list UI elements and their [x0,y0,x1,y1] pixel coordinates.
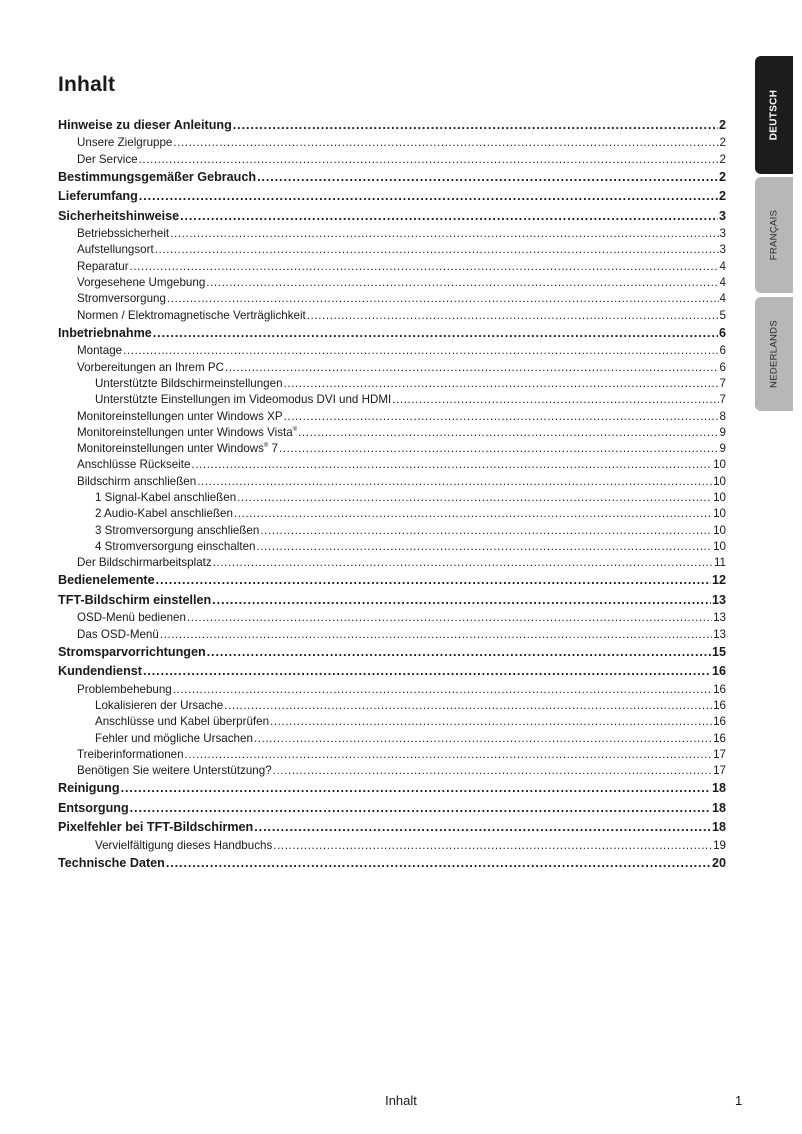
toc-entry[interactable] [58,627,726,643]
toc-leader-dots [160,627,712,643]
language-tab-label: DEUTSCH [768,89,780,141]
toc-page-number: 5 [719,308,726,322]
toc-entry-title: Problembehebung [77,682,172,696]
toc-chapter[interactable] [58,854,726,873]
toc-page-number: 17 [713,747,726,761]
toc-entry[interactable] [58,308,726,324]
language-tab-francais[interactable] [755,177,793,293]
toc-page-number: 10 [713,491,726,504]
toc-entry-title: Normen / Elektromagnetische Verträglichkeit [77,308,306,322]
toc-page-number: 13 [711,592,726,607]
toc-leader-dots [213,555,713,571]
toc-entry[interactable] [58,259,726,275]
toc-entry-title: Vervielfältigung dieses Handbuchs [95,838,273,852]
toc-leader-dots [167,291,719,307]
toc-page-number: 20 [711,855,726,870]
toc-page-number: 16 [713,682,726,696]
toc-chapter[interactable] [58,187,726,206]
toc-leader-dots [257,168,718,187]
toc-entry-title: Monitoreinstellungen unter Windows® 7 [77,442,278,456]
toc-page-number: 3 [718,208,726,223]
toc-leader-dots [273,838,712,854]
toc-entry[interactable] [58,376,726,392]
toc-leader-dots [197,474,712,490]
toc-leader-dots [273,763,712,779]
toc-entry-title: Reparatur [77,259,129,273]
toc-entry-title: Anschlüsse Rückseite [77,458,191,472]
toc-entry[interactable] [58,226,726,242]
toc-entry[interactable] [58,714,726,730]
toc-entry[interactable] [58,610,726,626]
table-of-contents [58,116,726,873]
toc-leader-dots [166,854,711,873]
toc-entry-title: Lokalisieren der Ursache [95,698,224,712]
toc-leader-dots [233,116,718,135]
toc-chapter[interactable] [58,591,726,610]
toc-leader-dots [254,731,712,747]
toc-leader-dots [185,747,713,763]
language-tab-label: FRANÇAIS [768,209,780,261]
toc-entry-title: Vorbereitungen an Ihrem PC [77,360,224,374]
toc-page-number: 10 [713,474,726,488]
toc-entry[interactable] [58,763,726,779]
toc-page-number: 7 [719,376,726,390]
toc-leader-dots [225,360,719,376]
toc-entry-title: Unterstützte Bildschirmeinstellungen [95,376,283,390]
toc-entry[interactable] [58,392,726,408]
toc-page-number: 2 [719,152,726,166]
toc-leader-dots [256,539,712,555]
toc-page-number: 4 [719,292,726,306]
toc-page-number: 6 [719,360,726,374]
toc-chapter[interactable] [58,779,726,798]
toc-leader-dots [187,610,712,626]
toc-leader-dots [123,343,718,359]
footer-title: Inhalt [385,1093,417,1108]
toc-entry-title: Stromsparvorrichtungen [58,644,206,659]
toc-page-number: 4 [719,259,726,273]
toc-leader-dots [392,392,718,408]
toc-entry-title: 2 Audio-Kabel anschließen [95,507,233,521]
toc-leader-dots [173,135,718,151]
page-title: Inhalt [58,73,116,96]
toc-entry-title: Bedienelemente [58,573,155,588]
toc-entry[interactable] [58,682,726,698]
toc-page-number: 9 [719,425,726,439]
toc-entry-title: Kundendienst [58,664,142,679]
toc-leader-dots [206,275,718,291]
page-number: 1 [735,1093,743,1108]
toc-entry-title: 3 Stromversorgung anschließen [95,523,260,537]
toc-leader-dots [307,308,719,324]
toc-entry[interactable] [58,539,726,555]
toc-page-number: 10 [713,539,726,553]
toc-page-number: 16 [713,698,726,712]
toc-leader-dots [139,152,719,168]
toc-leader-dots [224,698,712,714]
toc-page-number: 11 [713,556,726,570]
toc-entry-title: OSD-Menü bedienen [77,611,186,625]
toc-entry-title: Sicherheitshinweise [58,208,180,223]
language-tab-label: NEDERLANDS [768,320,780,388]
toc-leader-dots [191,457,712,473]
toc-entry[interactable] [58,457,726,473]
toc-leader-dots [237,490,712,506]
toc-page-number: 6 [718,325,726,340]
toc-chapter[interactable] [58,207,726,226]
registered-mark: ® [292,426,298,433]
toc-page-number: 2 [718,118,726,132]
toc-entry-title: Technische Daten [58,855,165,870]
toc-page-number: 3 [719,227,726,241]
toc-page-number: 19 [713,838,726,852]
language-tab-deutsch[interactable] [755,56,793,174]
toc-chapter[interactable] [58,571,726,590]
toc-entry-title: Montage [77,344,123,358]
toc-page-number: 18 [711,800,726,815]
toc-chapter[interactable] [58,662,726,681]
toc-entry-title: Treiberinformationen [77,747,184,761]
toc-entry-title: Der Bildschirmarbeitsplatz [77,556,212,570]
toc-page-number: 9 [719,442,726,456]
toc-chapter[interactable] [58,116,726,135]
toc-entry-title: Reinigung [58,781,120,796]
toc-page-number: 18 [711,820,726,835]
toc-entry[interactable] [58,409,726,425]
toc-entry-title: Unsere Zielgruppe [77,136,173,150]
toc-chapter[interactable] [58,799,726,818]
toc-chapter[interactable] [58,818,726,837]
toc-leader-dots [270,714,712,730]
toc-entry[interactable] [58,523,726,539]
toc-leader-dots [139,187,718,206]
toc-leader-dots [207,643,711,662]
toc-page-number: 17 [713,764,726,778]
toc-entry-title: Vorgesehene Umgebung [77,276,206,290]
toc-chapter[interactable] [58,643,726,662]
toc-entry-title: 1 Signal-Kabel anschließen [95,491,237,504]
toc-page-number: 2 [719,136,726,150]
toc-entry-title: Betriebssicherheit [77,227,170,241]
toc-entry[interactable] [58,343,726,359]
toc-entry-title: Stromversorgung [77,292,166,306]
toc-leader-dots [180,207,718,226]
toc-entry[interactable] [58,747,726,763]
toc-page-number: 2 [718,189,726,204]
toc-leader-dots [284,376,719,392]
registered-mark: ® [263,443,269,450]
toc-entry-title: Anschlüsse und Kabel überprüfen [95,715,270,729]
toc-entry-title: 4 Stromversorgung einschalten [95,539,256,553]
toc-chapter[interactable] [58,324,726,343]
toc-leader-dots [153,324,718,343]
toc-leader-dots [143,662,711,681]
toc-entry-title: Hinweise zu dieser Anleitung [58,118,232,132]
toc-page-number: 8 [719,409,726,423]
toc-entry[interactable] [58,506,726,522]
toc-entry-title: Inbetriebnahme [58,325,152,340]
toc-page-number: 16 [713,731,726,745]
toc-entry[interactable] [58,490,726,506]
toc-page-number: 10 [713,507,726,521]
toc-entry-title: Monitoreinstellungen unter Windows XP [77,409,283,423]
toc-entry-title: Monitoreinstellungen unter Windows Vista® [77,425,298,439]
toc-entry[interactable] [58,441,726,457]
toc-leader-dots [156,571,711,590]
language-tab-nederlands[interactable] [755,297,793,411]
toc-entry[interactable] [58,698,726,714]
toc-leader-dots [130,799,711,818]
toc-entry-title: Bestimmungsgemäßer Gebrauch [58,169,257,184]
toc-page-number: 16 [713,715,726,729]
toc-page-number: 15 [711,644,726,659]
toc-leader-dots [170,226,718,242]
toc-leader-dots [260,523,712,539]
toc-entry[interactable] [58,152,726,168]
toc-page-number: 13 [713,611,726,625]
toc-entry[interactable] [58,555,726,571]
toc-entry-title: Fehler und mögliche Ursachen [95,731,253,745]
toc-entry-title: Benötigen Sie weitere Unterstützung? [77,764,272,778]
toc-entry-title: Unterstützte Einstellungen im Videomodus DVI und HDMI [95,393,392,407]
toc-leader-dots [173,682,712,698]
toc-leader-dots [284,409,719,425]
toc-page-number: 4 [719,276,726,290]
toc-page-number: 3 [719,243,726,257]
toc-chapter[interactable] [58,168,726,187]
toc-page-number: 12 [711,573,726,588]
toc-leader-dots [155,242,719,258]
toc-entry-title: TFT-Bildschirm einstellen [58,592,212,607]
toc-page-number: 2 [718,169,726,184]
toc-leader-dots [121,779,711,798]
toc-entry[interactable] [58,838,726,854]
toc-page-number: 7 [719,393,726,407]
toc-entry[interactable] [58,242,726,258]
toc-page-number: 16 [711,664,726,679]
toc-page-number: 18 [711,781,726,796]
toc-page-number: 6 [719,344,726,358]
toc-entry[interactable] [58,291,726,307]
toc-leader-dots [212,591,711,610]
toc-entry[interactable] [58,360,726,376]
toc-entry[interactable] [58,474,726,490]
toc-leader-dots [130,259,719,275]
toc-entry-title: Das OSD-Menü [77,627,159,641]
toc-entry[interactable] [58,275,726,291]
toc-entry[interactable] [58,731,726,747]
toc-page-number: 10 [713,523,726,537]
toc-page-number: 13 [713,627,726,641]
toc-entry[interactable] [58,425,726,441]
toc-entry-title: Der Service [77,152,138,166]
toc-entry-title: Lieferumfang [58,189,138,204]
toc-leader-dots [279,441,719,457]
toc-leader-dots [254,818,711,837]
toc-leader-dots [298,425,718,441]
toc-entry-title: Pixelfehler bei TFT-Bildschirmen [58,820,254,835]
toc-entry-title: Bildschirm anschließen [77,474,197,488]
toc-leader-dots [234,506,712,522]
toc-entry[interactable] [58,135,726,151]
toc-entry-title: Entsorgung [58,800,129,815]
toc-entry-title: Aufstellungsort [77,243,154,257]
toc-page-number: 10 [713,458,726,472]
